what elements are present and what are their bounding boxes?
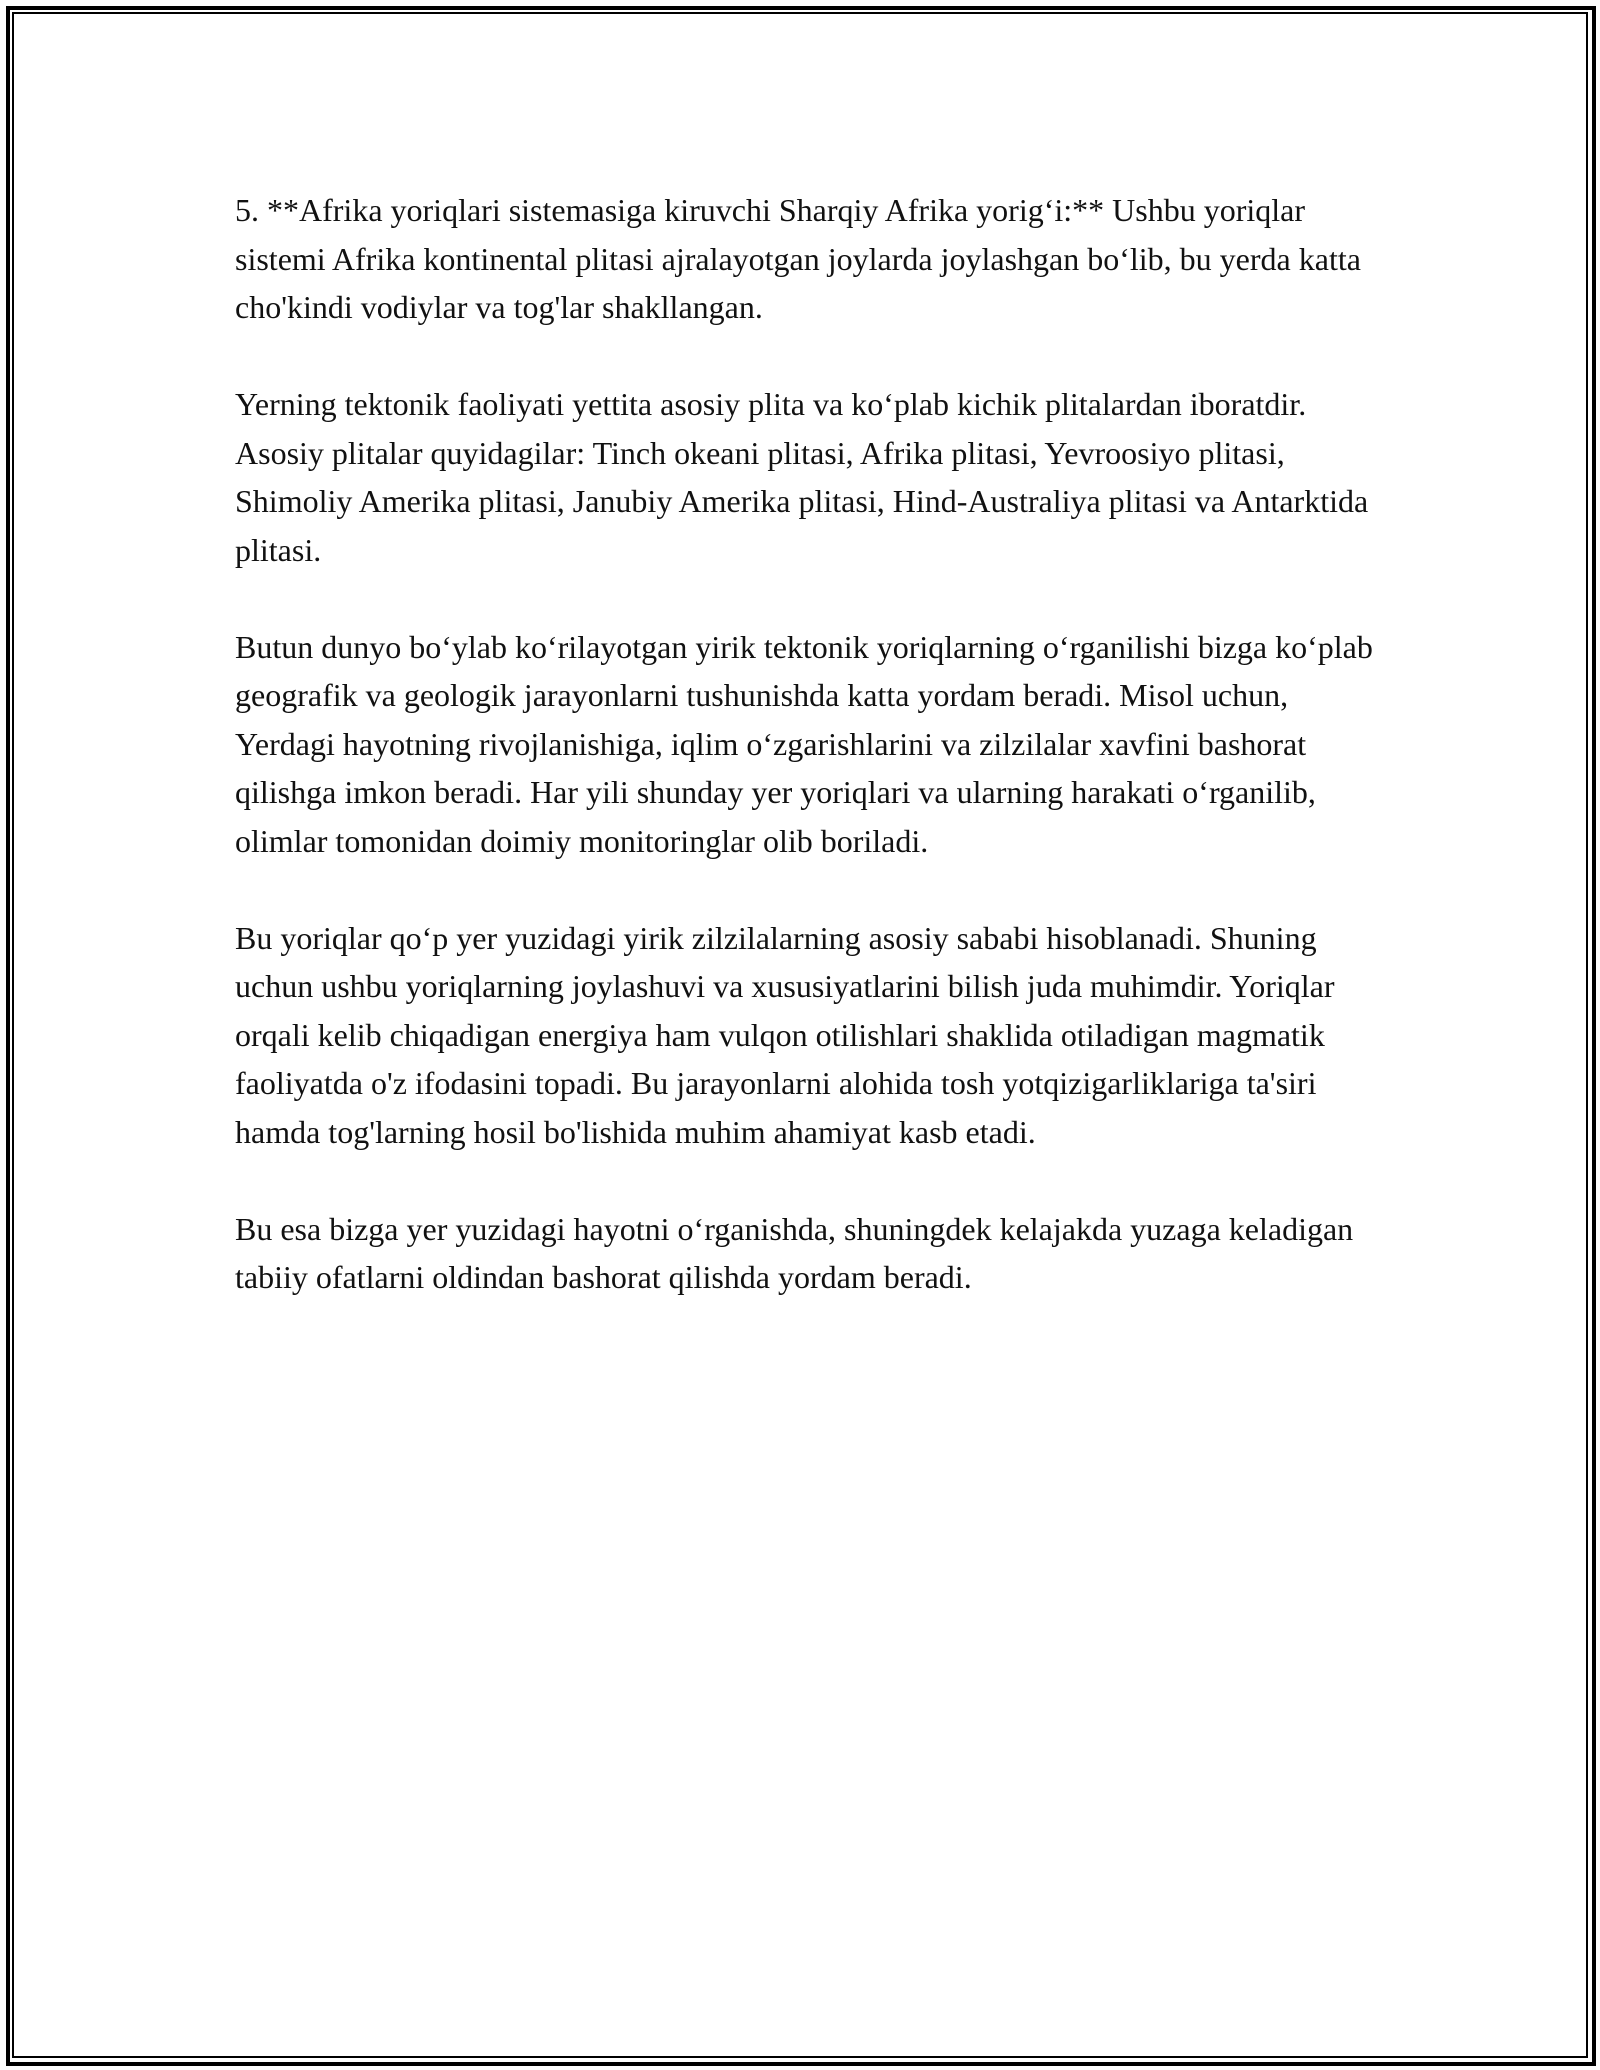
paragraph-fault-study: Butun dunyo bo‘ylab ko‘rilayotgan yirik tektonik yoriqlarning o‘rganilishi bizga ko‘plab geografik va geologik jarayonlarni tushunishda katta yordam beradi. Misol uchun, Yerdagi hayotning rivojlanishiga, iqlim o‘zgarishlarini va zilzilalar xavfini bashorat qilishga imkon beradi. Har yili shunday yer yoriqlari va ularning harakati o‘rganilib, olimlar tomonidan doimiy monitoringlar olib boriladi. xyxy=(235,628,1373,859)
paragraph-earthquake-causes: Bu yoriqlar qo‘p yer yuzidagi yirik zilzilalarning asosiy sababi hisoblanadi. Shuning uchun ushbu yoriqlarning joylashuvi va xususiyatlarini bilish juda muhimdir. Yoriqlar orqali kelib chiqadigan energiya ham vulqon otilishlari shaklida otiladigan magmatik faoliyatda o'z ifodasini topadi. Bu jarayonlarni alohida tosh yotqizigarliklariga ta'siri hamda tog'larning hosil bo'lishida muhim ahamiyat kasb etadi. xyxy=(235,919,1335,1150)
paragraph-east-african-rift: 5. **Afrika yoriqlari sistemasiga kiruvchi Sharqiy Afrika yorig‘i:** Ushbu yoriqlar sistemi Afrika kontinental plitasi ajralayotgan joylarda joylashgan bo‘lib, bu yerda katta cho'kindi vodiylar va tog'lar shakllangan. xyxy=(235,192,1361,325)
paragraph-conclusion: Bu esa bizga yer yuzidagi hayotni o‘rganishda, shuningdek kelajakda yuzaga keladigan tabiiy ofatlarni oldindan bashorat qilishda yordam beradi. xyxy=(235,1210,1354,1295)
document-body xyxy=(235,186,1385,1350)
paragraph-tectonic-plates: Yerning tektonik faoliyati yettita asosiy plita va ko‘plab kichik plitalardan iboratdir. Asosiy plitalar quyidagilar: Tinch okeani plitasi, Afrika plitasi, Yevroosiyo plitasi, Shimoliy Amerika plitasi, Janubiy Amerika plitasi, Hind-Australiya plitasi va Antarktida plitasi. xyxy=(235,386,1369,568)
